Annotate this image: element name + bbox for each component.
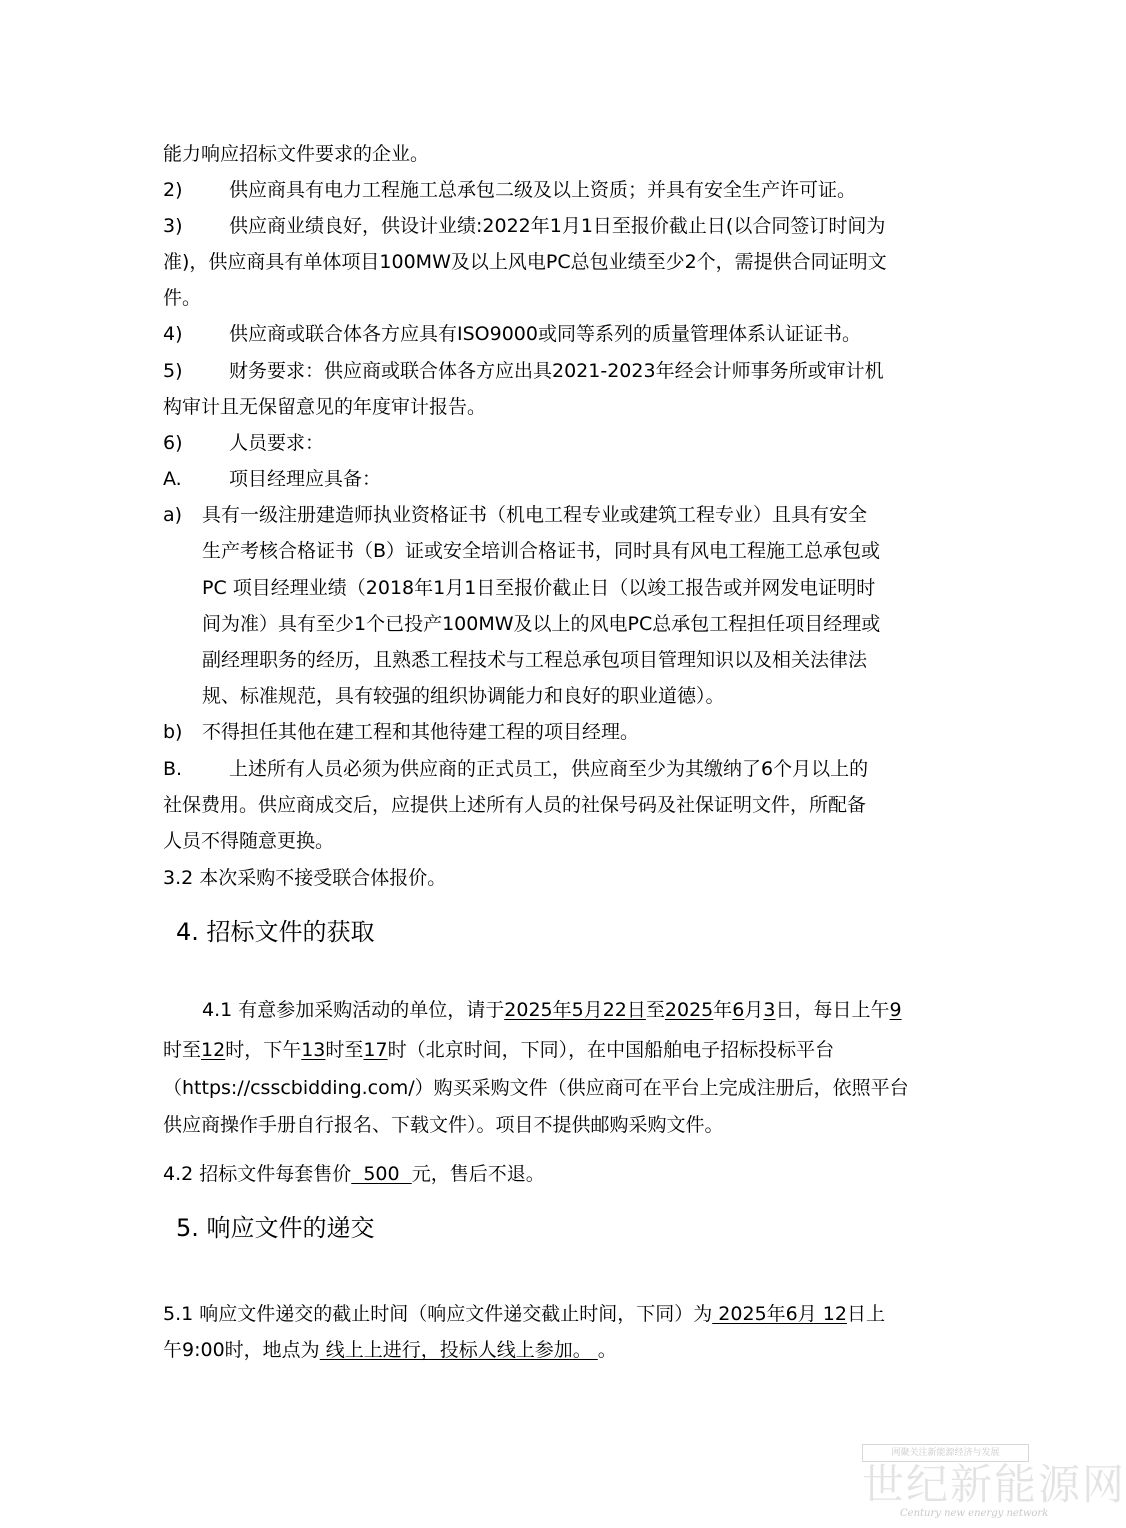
watermark-title: 世纪新能源网 xyxy=(862,1460,1126,1509)
item-number-4: 4) xyxy=(163,323,183,345)
item-letter-a: a) xyxy=(163,504,183,526)
paragraph-5-1-line-2: 午9:00时，地点为 线上上进行，投标人线上参加。 。 xyxy=(163,1339,617,1361)
location-value: 线上上进行，投标人线上参加。 xyxy=(319,1339,598,1361)
section-heading-5: 5. 响应文件的递交 xyxy=(176,1214,375,1242)
watermark-subtitle: Century new energy network xyxy=(900,1508,1049,1519)
paragraph-line: 3.2 本次采购不接受联合体报价。 xyxy=(163,867,447,889)
paragraph-5-1-line-1: 5.1 响应文件递交的截止时间（响应文件递交截止时间，下同）为 2025年6月 12日上 xyxy=(163,1303,885,1325)
deadline-date: 2025年6月 12 xyxy=(712,1303,847,1325)
paragraph-line: 人员不得随意更换。 xyxy=(163,830,335,852)
paragraph-line: 供应商操作手册自行报名、下载文件）。项目不提供邮购采购文件。 xyxy=(163,1114,724,1136)
paragraph-line: （https://csscbidding.com/）购买采购文件（供应商可在平台上完成注册后，依照平台 xyxy=(163,1077,909,1099)
paragraph-line: 供应商业绩良好，供设计业绩:2022年1月1日至报价截止日(以合同签订时间为 xyxy=(229,215,886,237)
paragraph-line: 供应商具有电力工程施工总承包二级及以上资质；并具有安全生产许可证。 xyxy=(229,179,857,201)
paragraph-4-1-line-2: 时至12时，下午13时至17时（北京时间，下同），在中国船舶电子招标投标平台 xyxy=(163,1039,835,1061)
watermark-logo xyxy=(862,1444,1126,1522)
item-number-3: 3) xyxy=(163,215,183,237)
item-letter-b: b) xyxy=(163,721,183,743)
item-letter-A: A. xyxy=(163,468,182,490)
paragraph-line: 间为准）具有至少1个已投产100MW及以上的风电PC总承包工程担任项目经理或 xyxy=(202,613,881,635)
item-number-6: 6) xyxy=(163,432,183,454)
item-letter-B: B. xyxy=(163,758,183,780)
paragraph-line: 构审计且无保留意见的年度审计报告。 xyxy=(163,396,487,418)
paragraph-line: 准)，供应商具有单体项目100MW及以上风电PC总包业绩至少2个，需提供合同证明文 xyxy=(163,251,887,273)
paragraph-line: 人员要求： xyxy=(229,432,325,454)
paragraph-line: 副经理职务的经历，且熟悉工程技术与工程总承包项目管理知识以及相关法律法 xyxy=(202,649,868,671)
paragraph-line: 能力响应招标文件要求的企业。 xyxy=(163,143,430,165)
paragraph-line: 上述所有人员必须为供应商的正式员工，供应商至少为其缴纳了6个月以上的 xyxy=(229,758,869,780)
paragraph-line: 件。 xyxy=(163,287,202,309)
paragraph-line: 财务要求：供应商或联合体各方应出具2021-2023年经会计师事务所或审计机 xyxy=(229,360,884,382)
paragraph-line: 具有一级注册建造师执业资格证书（机电工程专业或建筑工程专业）且具有安全 xyxy=(202,504,868,526)
paragraph-4-1-line-1: 4.1 有意参加采购活动的单位，请于2025年5月22日至2025年6月3日，每日上午9 xyxy=(202,999,902,1021)
price-value: 500 xyxy=(351,1163,412,1185)
item-number-5: 5) xyxy=(163,360,183,382)
paragraph-line: 社保费用。供应商成交后，应提供上述所有人员的社保号码及社保证明文件，所配备 xyxy=(163,794,867,816)
paragraph-line: PC 项目经理业绩（2018年1月1日至报价截止日（以竣工报告或并网发电证明时 xyxy=(202,577,876,599)
paragraph-4-2: 4.2 招标文件每套售价 500 元，售后不退。 xyxy=(163,1163,545,1185)
item-number-2: 2) xyxy=(163,179,183,201)
paragraph-line: 供应商或联合体各方应具有ISO9000或同等系列的质量管理体系认证证书。 xyxy=(229,323,861,345)
paragraph-line: 不得担任其他在建工程和其他待建工程的项目经理。 xyxy=(202,721,640,743)
paragraph-line: 规、标准规范，具有较强的组织协调能力和良好的职业道德）。 xyxy=(202,685,725,707)
paragraph-line: 生产考核合格证书（B）证或安全培训合格证书，同时具有风电工程施工总承包或 xyxy=(202,540,881,562)
paragraph-line: 项目经理应具备： xyxy=(229,468,382,490)
watermark-tagline: 网聚关注新能源经济与发展 xyxy=(862,1444,1029,1462)
section-heading-4: 4. 招标文件的获取 xyxy=(176,918,375,946)
